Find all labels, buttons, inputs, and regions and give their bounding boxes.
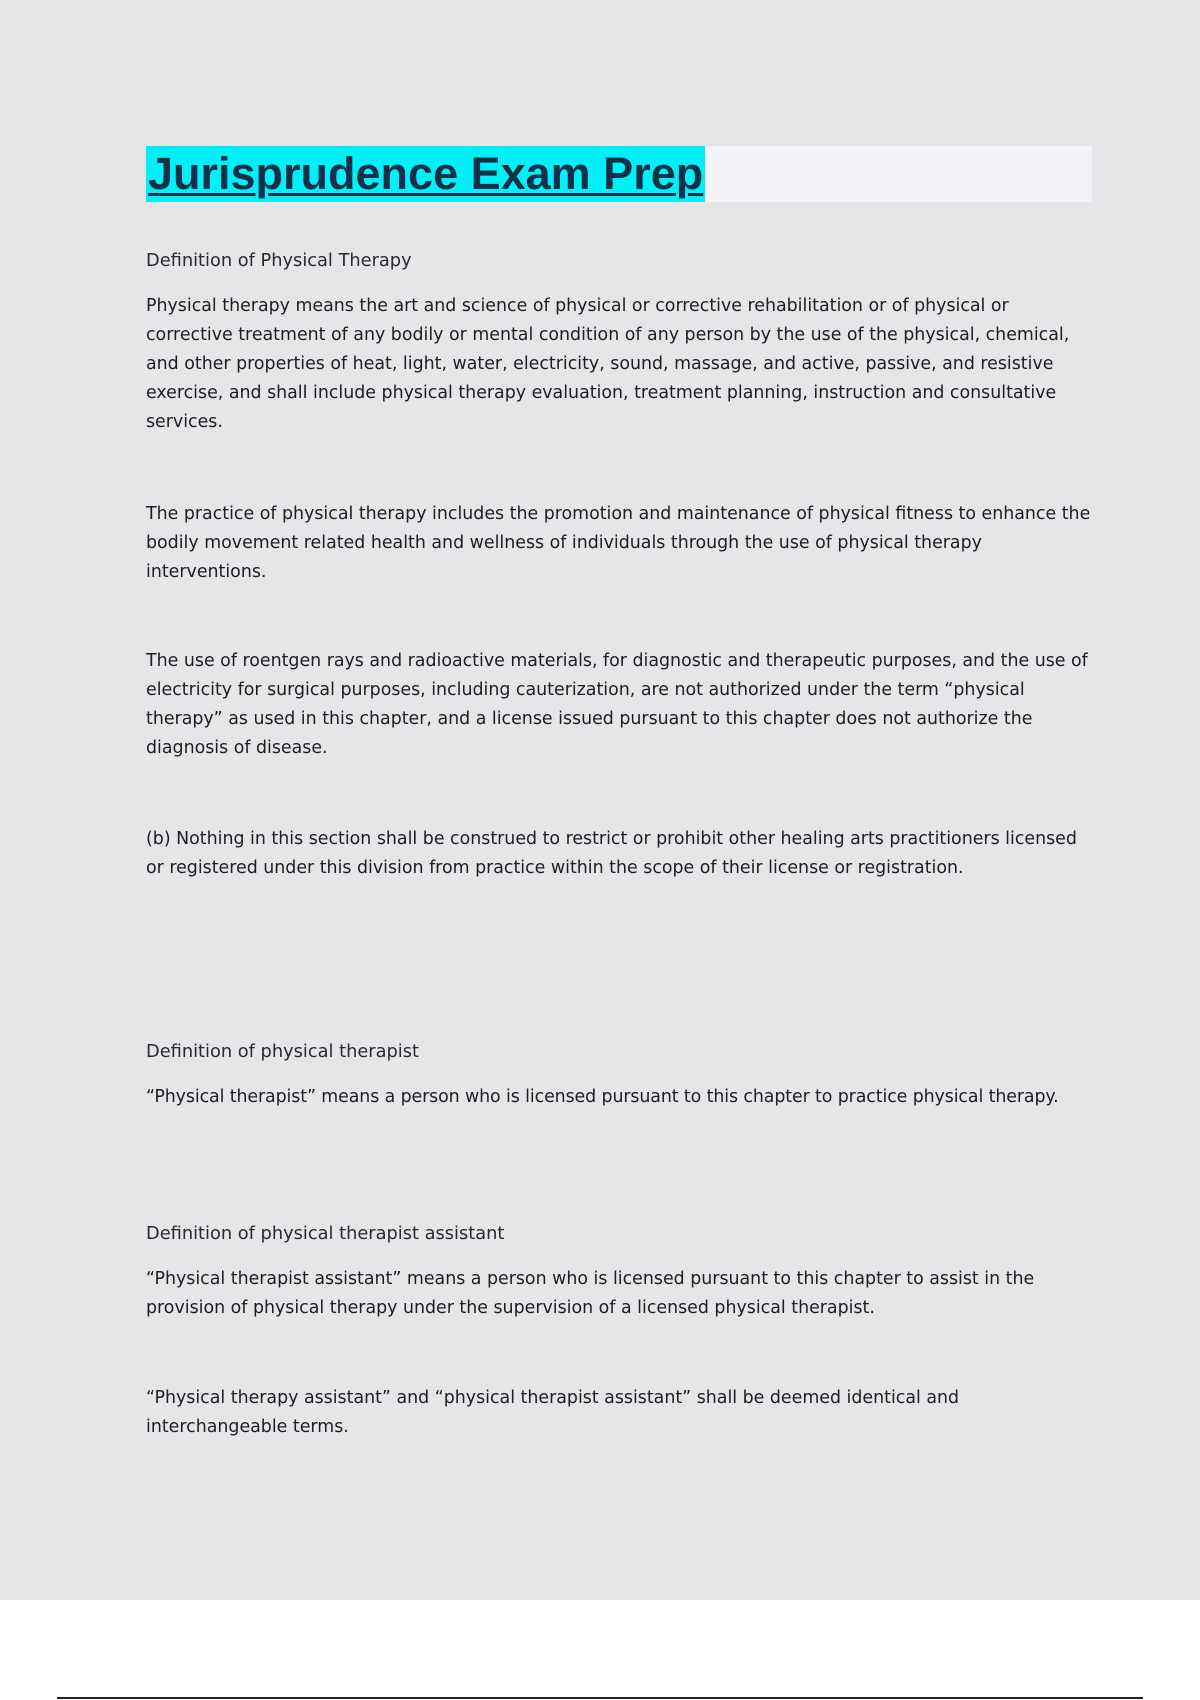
paragraph-pt-exclusions: The use of roentgen rays and radioactive materials, for diagnostic and therapeutic purposes, and the use of electricity for surgical purposes, including cauterization, are not authorized under the term “physical therapy” as used in this chapter, and a license issued pursuant to this chapter does not authorize the diagnosis of disease.	[146, 651, 1088, 758]
paragraph-pt-subsection-b: (b) Nothing in this section shall be construed to restrict or prohibit other healing arts practitioners licensed or registered under this division from practice within the scope of their license or registration.	[146, 829, 1077, 878]
section-heading-physical-therapist: Definition of physical therapist	[146, 1041, 419, 1062]
paragraph-physical-therapist-definition: “Physical therapist” means a person who is licensed pursuant to this chapter to practice physical therapy.	[146, 1087, 1059, 1107]
document-title: Jurisprudence Exam Prep	[146, 146, 705, 202]
section-heading-physical-therapist-assistant: Definition of physical therapist assistant	[146, 1223, 505, 1244]
paragraph-pta-definition: “Physical therapist assistant” means a person who is licensed pursuant to this chapter to assist in the provision of physical therapy under the supervision of a licensed physical therapist.	[146, 1269, 1035, 1318]
section-heading-physical-therapy: Definition of Physical Therapy	[146, 250, 412, 271]
paragraph-pta-terms: “Physical therapy assistant” and “physical therapist assistant” shall be deemed identical and interchangeable terms.	[146, 1388, 960, 1437]
footer-divider	[57, 1697, 1143, 1699]
paragraph-pt-definition: Physical therapy means the art and science of physical or corrective rehabilitation or of physical or corrective treatment of any bodily or mental condition of any person by the use of the physical, chemical, and other properties of heat, light, water, electricity, sound, massage, and active, passive, and resistive exercise, and shall include physical therapy evaluation, treatment planning, instruction and consultative services.	[146, 296, 1070, 432]
paragraph-pt-practice: The practice of physical therapy includes the promotion and maintenance of physical fitness to enhance the bodily movement related health and wellness of individuals through the use of physical therapy interventions.	[146, 504, 1091, 582]
